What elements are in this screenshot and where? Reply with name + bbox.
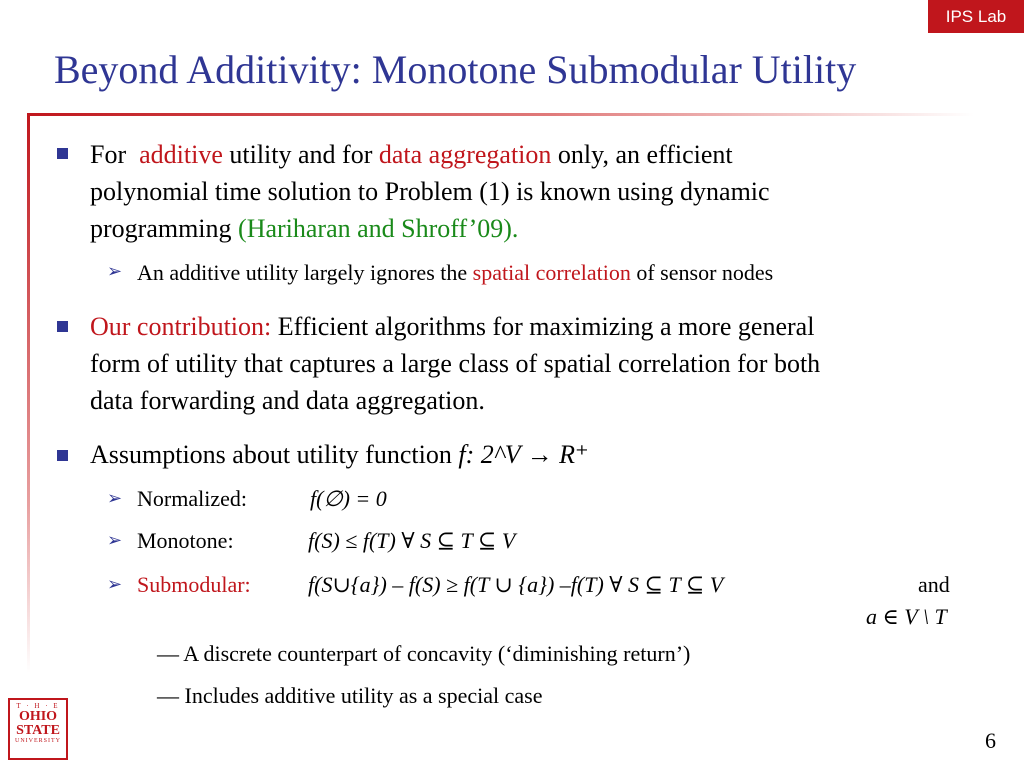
bullet-2-text-a: Efficient algorithms for maximizing a more general xyxy=(277,312,815,341)
arrow-bullet-icon: ➢ xyxy=(107,574,123,594)
sub-normalized-label: Normalized: xyxy=(137,486,247,511)
page-number: 6 xyxy=(985,728,996,753)
bullet-1-citation: (Hariharan and Shroff’09). xyxy=(238,214,519,243)
bullet-1-text-c: only, an efficient xyxy=(557,140,733,169)
bullet-3 xyxy=(90,436,589,473)
title-divider xyxy=(27,113,974,116)
arrow-bullet-icon: ➢ xyxy=(107,488,123,508)
logo-top-text: T · H · E xyxy=(16,702,60,710)
sub-submodular-label: Submodular: xyxy=(137,572,251,597)
bullet-1 xyxy=(90,136,970,247)
dash-item-concavity xyxy=(157,641,690,667)
bullet-2-line-2: form of utility that captures a large class of spatial correlation for both xyxy=(90,349,821,378)
dash-item-concavity-text: A discrete counterpart of concavity (‘diminishing return’) xyxy=(183,641,691,666)
dash-icon: ― xyxy=(157,641,179,666)
logo-state-text: STATE xyxy=(16,723,60,738)
sub-normalized-formula: f(∅) = 0 xyxy=(310,486,387,511)
dash-item-additive-text: Includes additive utility as a special case xyxy=(184,683,543,708)
square-bullet-icon xyxy=(57,148,68,159)
bullet-1-line-2: polynomial time solution to Problem (1) is known using dynamic xyxy=(90,177,770,206)
dash-icon: ― xyxy=(157,683,179,708)
bullet-1-sub xyxy=(137,258,773,288)
dash-item-additive xyxy=(157,683,542,709)
ohio-state-logo xyxy=(8,698,68,760)
bullet-1-highlight-aggregation: data aggregation xyxy=(378,140,552,169)
bullet-1-text-b: utility and for xyxy=(229,140,373,169)
logo-university-text: UNIVERSITY xyxy=(15,738,61,744)
square-bullet-icon xyxy=(57,321,68,332)
sub-submodular-and: and xyxy=(918,572,950,597)
left-accent-line xyxy=(27,113,30,673)
slide-title: Beyond Additivity: Monotone Submodular Utility xyxy=(54,47,857,92)
bullet-2 xyxy=(90,308,990,419)
lab-badge: IPS Lab xyxy=(928,0,1024,33)
bullet-3-text: Assumptions about utility function xyxy=(90,440,452,469)
sub-monotone-label: Monotone: xyxy=(137,528,234,553)
bullet-1-text-a: For xyxy=(90,140,127,169)
bullet-2-highlight: Our contribution: xyxy=(90,312,272,341)
sub-submodular-line-2: a ∈ V \ T xyxy=(866,604,947,629)
bullet-1-sub-text-b: of sensor nodes xyxy=(636,260,774,285)
sub-monotone-formula: f(S) ≤ f(T) ∀ S ⊆ T ⊆ V xyxy=(308,528,516,553)
bullet-1-sub-highlight: spatial correlation xyxy=(472,260,631,285)
arrow-bullet-icon: ➢ xyxy=(107,530,123,550)
arrow-bullet-icon: ➢ xyxy=(107,261,123,281)
logo-ohio-text: OHIO xyxy=(18,709,58,724)
bullet-1-text-d: programming xyxy=(90,214,232,243)
bullet-1-highlight-additive: additive xyxy=(139,140,223,169)
bullet-1-sub-text-a: An additive utility largely ignores the xyxy=(137,260,468,285)
sub-submodular-formula: f(S∪{a}) – f(S) ≥ f(T ∪ {a}) –f(T) ∀ S ⊆ T ⊆ V xyxy=(308,572,724,597)
square-bullet-icon xyxy=(57,450,68,461)
bullet-3-formula: f: 2^V → R⁺ xyxy=(458,440,589,469)
bullet-2-line-3: data forwarding and data aggregation. xyxy=(90,386,485,415)
